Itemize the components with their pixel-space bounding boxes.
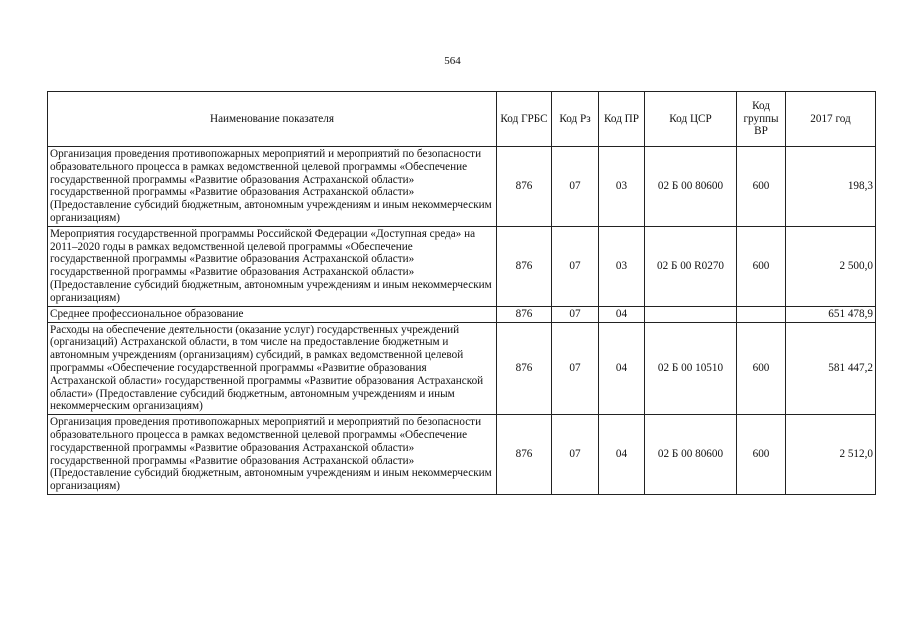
row-vr (737, 306, 786, 322)
table-row (48, 322, 876, 415)
row-pr: 04 (599, 306, 645, 322)
row-csr: 02 Б 00 10510 (645, 322, 737, 415)
row-csr: 02 Б 00 80600 (645, 415, 737, 495)
row-csr: 02 Б 00 R0270 (645, 226, 737, 306)
header-csr: Код ЦСР (645, 92, 737, 147)
row-grbs: 876 (497, 147, 552, 227)
row-csr (645, 306, 737, 322)
row-csr: 02 Б 00 80600 (645, 147, 737, 227)
row-grbs: 876 (497, 226, 552, 306)
header-grbs: Код ГРБС (497, 92, 552, 147)
row-rz: 07 (552, 322, 599, 415)
row-amount: 198,3 (786, 147, 876, 227)
budget-table (47, 91, 876, 495)
row-name: Мероприятия государственной программы Российской Федерации «Доступная среда» на 2011–2020 годы в рамках ведомственной целевой программы «Обеспечение государственной программы «Развитие образования Астраханской области» государственной программы «Развитие образования Астраханской области» (Предоставление субсидий бюджетным, автономным учреждениям и иным некоммерческим организациям) (48, 226, 497, 306)
header-name: Наименование показателя (48, 92, 497, 147)
table-row (48, 306, 876, 322)
row-rz: 07 (552, 415, 599, 495)
row-vr: 600 (737, 415, 786, 495)
header-pr: Код ПР (599, 92, 645, 147)
row-name: Организация проведения противопожарных мероприятий и мероприятий по безопасности образовательного процесса в рамках ведомственной целевой программы «Обеспечение государственной программы «Развитие образования Астраханской области» государственной программы «Развитие образования Астраханской области» (Предоставление субсидий бюджетным, автономным учреждениям и иным некоммерческим организациям) (48, 147, 497, 227)
row-pr: 04 (599, 415, 645, 495)
row-name: Расходы на обеспечение деятельности (оказание услуг) государственных учреждений (организаций) Астраханской области, в том числе на предоставление бюджетным и автономным учреждениям (организациям) субсидий, в рамках ведомственной целевой программы «Обеспечение государственной программы «Развитие образования Астраханской области» государственной программы «Развитие образования Астраханской области» (Предоставление субсидий бюджетным, автономным учреждениям и иным некоммерческим организациям) (48, 322, 497, 415)
row-pr: 04 (599, 322, 645, 415)
row-vr: 600 (737, 147, 786, 227)
row-name: Организация проведения противопожарных мероприятий и мероприятий по безопасности образовательного процесса в рамках ведомственной целевой программы «Обеспечение государственной программы «Развитие образования Астраханской области» государственной программы «Развитие образования Астраханской области» (Предоставление субсидий бюджетным, автономным учреждениям и иным некоммерческим организациям) (48, 415, 497, 495)
row-vr: 600 (737, 322, 786, 415)
row-amount: 651 478,9 (786, 306, 876, 322)
row-name: Среднее профессиональное образование (48, 306, 497, 322)
row-rz: 07 (552, 147, 599, 227)
table-header-row (48, 92, 876, 147)
header-rz: Код Рз (552, 92, 599, 147)
row-rz: 07 (552, 226, 599, 306)
row-amount: 2 500,0 (786, 226, 876, 306)
table-row (48, 226, 876, 306)
row-amount: 581 447,2 (786, 322, 876, 415)
row-grbs: 876 (497, 415, 552, 495)
row-pr: 03 (599, 147, 645, 227)
table-row (48, 147, 876, 227)
row-rz: 07 (552, 306, 599, 322)
table-row (48, 415, 876, 495)
row-amount: 2 512,0 (786, 415, 876, 495)
header-year: 2017 год (786, 92, 876, 147)
row-vr: 600 (737, 226, 786, 306)
page-number: 564 (444, 55, 461, 67)
row-pr: 03 (599, 226, 645, 306)
row-grbs: 876 (497, 322, 552, 415)
row-grbs: 876 (497, 306, 552, 322)
header-vr: Код группы ВР (737, 92, 786, 147)
